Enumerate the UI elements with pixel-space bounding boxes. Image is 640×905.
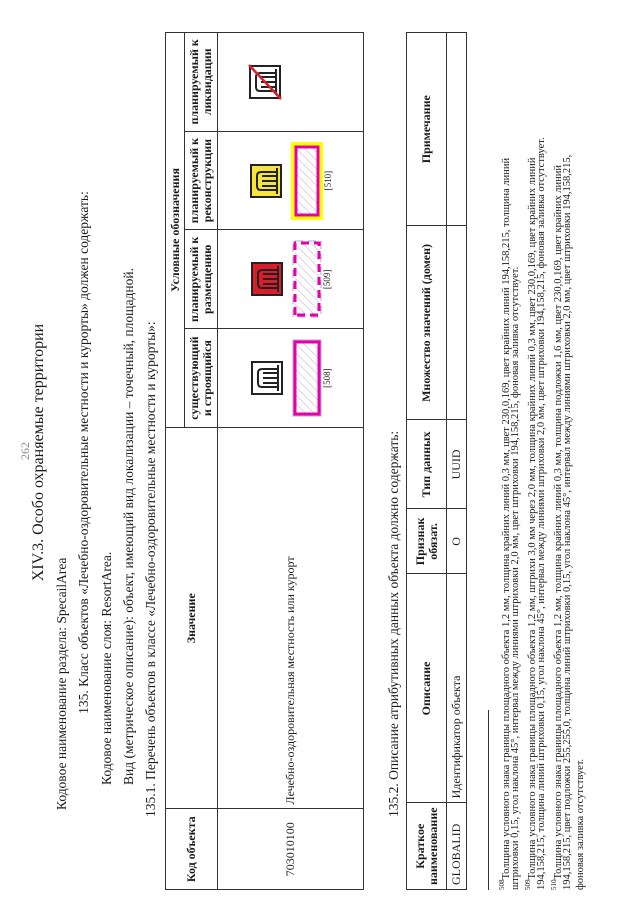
footnote-separator	[488, 710, 489, 890]
layer-line: Кодовое наименование слоя: ResortArea.	[99, 551, 114, 785]
row-value: Лечебно-оздоровительная местность или курорт	[218, 427, 364, 808]
footnote-508-text-2: штриховки 0,15, угол наклона 45°, интервал между линиями штриховки 2,0 мм, цвет штриховки 194,158,215, фоновая заливка отсутствует.	[510, 266, 521, 890]
footnote-510-marker: 510	[550, 879, 558, 890]
row-code: 703010100	[218, 809, 364, 890]
footnote-509-marker: 509	[524, 879, 532, 890]
footnote-509-text-2: 194,158,215, толщина линий штриховки 0,15, угол наклона 45°, интервал между линиями штриховки 2,0 мм, цвет штриховки 194,158,215, фоновая заливка отсутствует.	[536, 137, 547, 890]
page-number: 262	[18, 442, 32, 460]
area-existing-icon	[292, 339, 322, 417]
header-value: Значение	[166, 427, 218, 808]
attr-note	[447, 33, 467, 226]
attr-required: О	[447, 509, 467, 574]
attr-heading: 135.2. Описание атрибутивных данных объекта должно содержать:	[386, 430, 401, 817]
footnote-508-marker: 508	[498, 879, 506, 890]
footnote-508-text-1: Толщина условного знака границы площадного объекта 1,2 мм, толщина крайних линий 0,3 мм, цвет 230,0,169, цвет крайних линий 194,158,215, толщина линий	[501, 157, 512, 880]
footnote-510-text-2: 194,158,215, цвет подложки 255,255,0, толщина линий штриховки 0,15, угол наклона 45°, интервал между линиями штриховки 2,0 мм, цвет штриховки 194,158,215,	[562, 154, 573, 890]
resort-planned-icon	[250, 261, 284, 297]
ref-509: [509]	[321, 269, 332, 290]
footnote-509-text-1: Толщина условного знака границы площадного объекта 1,2 мм, штрихи 3,0 мм через 2,0 мм, толщина крайних линий 0,3 мм, цвет 230,0,169, цвет крайних линий	[527, 157, 538, 880]
ref-508: [508]	[321, 368, 332, 388]
header-code: Код объекта	[166, 809, 218, 890]
area-planned-icon	[292, 240, 322, 318]
resort-reconstruction-icon	[249, 163, 283, 199]
header-short-name: Краткое наименование	[407, 803, 447, 890]
header-required: Признак обязат.	[407, 509, 447, 574]
class-heading: 135. Класс объектов «Лечебно-оздоровительные местности и курорты» должен содержать:	[76, 191, 91, 714]
attr-domain	[447, 226, 467, 420]
attr-description: Идентификатор объекта	[447, 574, 467, 803]
footnote-510-text-1: Толщина условного знака границы площадного объекта 1,2 мм, толщина крайних линий 0,3 мм, толщина подложки 1,6 мм, цвет 230,0,169, цвет крайних линий	[553, 164, 564, 880]
header-symbols: Условные обозначения	[166, 33, 185, 428]
cell-planned-place	[218, 230, 364, 329]
header-planned-liq: планируемый к ликвидации	[185, 33, 218, 132]
attributes-table	[406, 32, 467, 890]
attr-data-type: UUID	[447, 420, 467, 509]
area-reconstruction-icon	[291, 142, 323, 220]
header-domain: Множество значений (домен)	[407, 226, 447, 420]
footnote-510-text-3: фоновая заливка отсутствует.	[575, 758, 586, 890]
resort-liquidation-icon	[248, 64, 282, 100]
section-title: XIV.3. Особо охраняемые территории	[30, 323, 47, 582]
header-description: Описание	[407, 574, 447, 803]
code-name-line: Кодовое наименование раздела: SpecailArea	[54, 557, 69, 810]
header-planned-recon: планируемый к реконструкции	[185, 131, 218, 230]
list-heading: 135.1. Перечень объектов в классе «Лечебно-оздоровительные местности и курорты»:	[143, 321, 158, 817]
ref-510: [510]	[322, 170, 333, 191]
cell-planned-recon	[218, 131, 364, 230]
attr-short-name: GLOBALID	[447, 803, 467, 890]
view-line: Вид (метрическое описание): объект, имеющий вид локализации – точечный, площадной.	[121, 268, 136, 785]
header-existing: существующий и строящийся	[185, 329, 218, 428]
header-note: Примечание	[407, 33, 447, 226]
header-planned-place: планируемый к размещению	[185, 230, 218, 329]
resort-existing-icon	[250, 360, 284, 396]
header-data-type: Тип данных	[407, 420, 447, 509]
objects-table	[165, 32, 364, 890]
cell-existing	[218, 329, 364, 428]
cell-planned-liq	[218, 33, 364, 132]
